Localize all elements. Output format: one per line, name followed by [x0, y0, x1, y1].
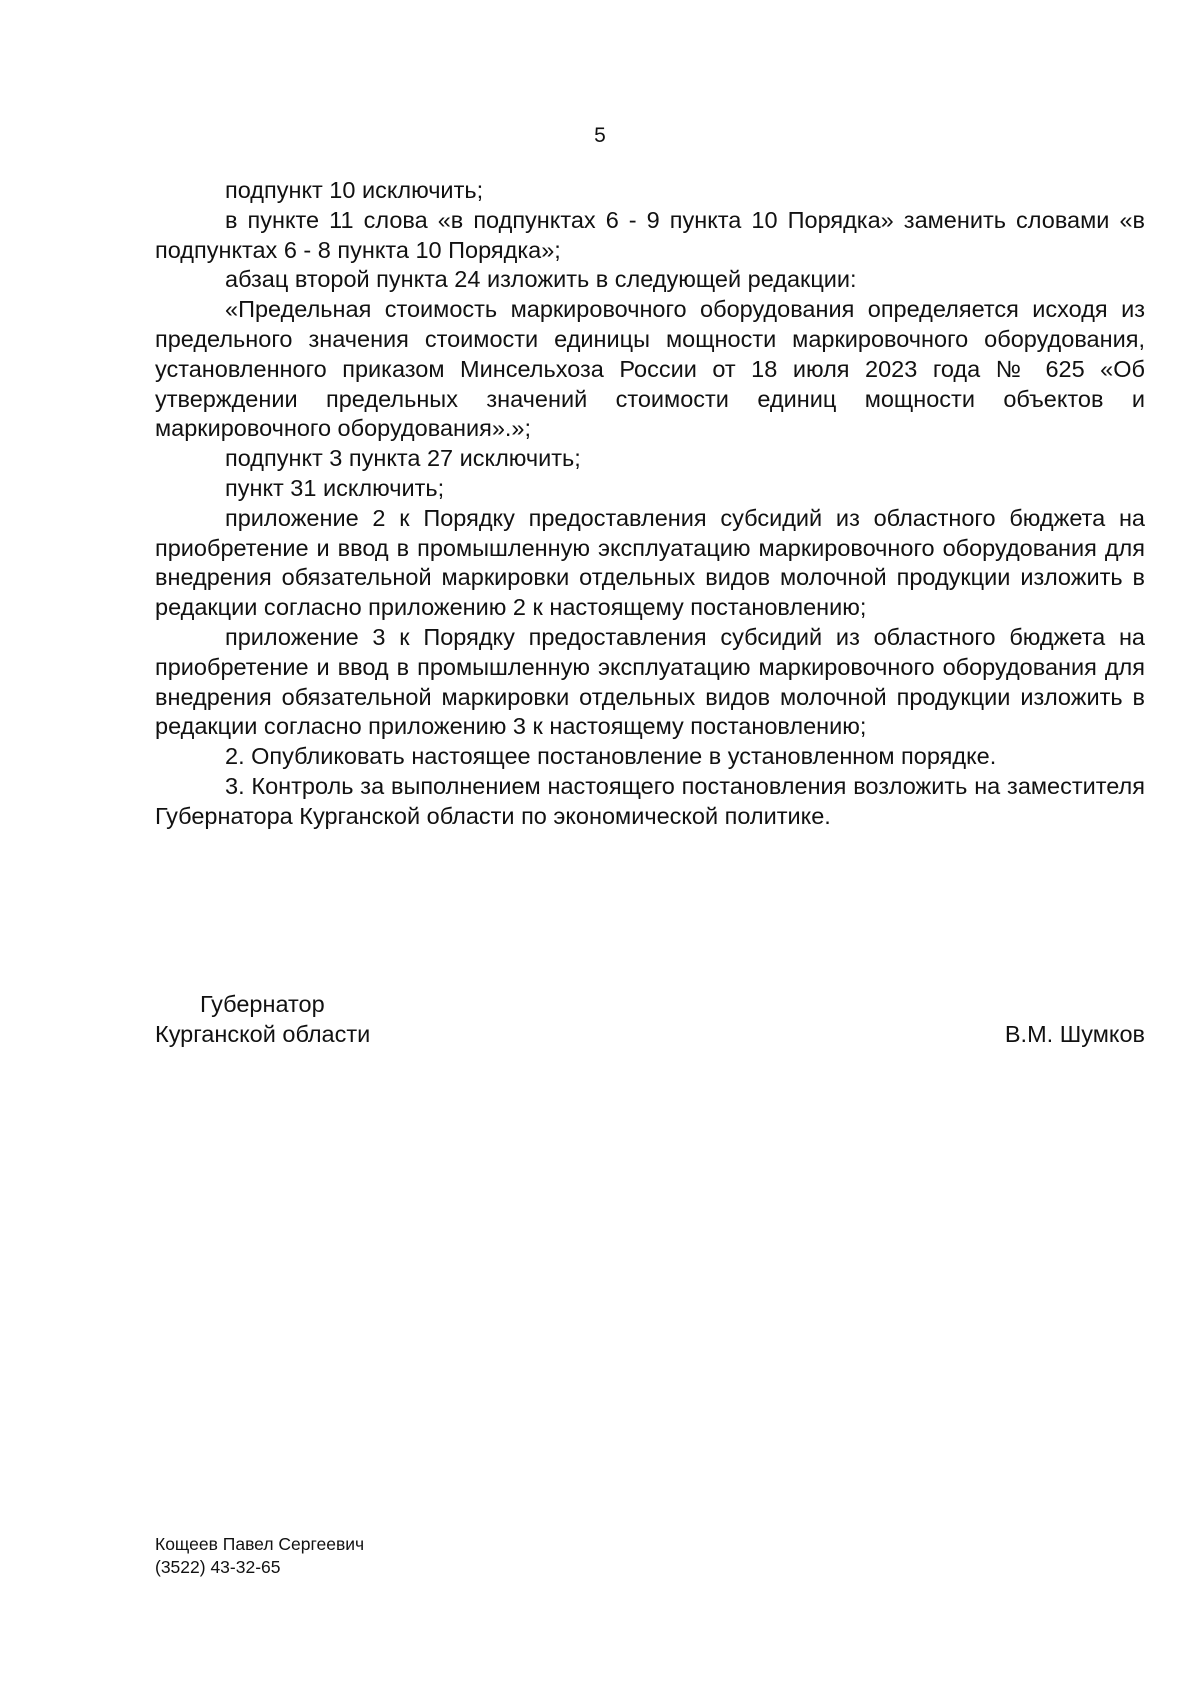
paragraph-subitem-10: подпункт 10 исключить;	[225, 177, 484, 203]
executor-info	[155, 1533, 364, 1579]
paragraph-appendix-3: приложение 3 к Порядку предоставления субсидий из областного бюджета на приобретение и ввод в промышленную эксплуатацию маркировочного оборудования для внедрения обязательной маркировки отдельных видов молочной продукции изложить в редакции согласно приложению 3 к настоящему постановлению;	[155, 623, 1145, 740]
paragraph-item-11: в пункте 11 слова «в подпунктах 6 - 9 пункта 10 Порядка» заменить словами «в подпунктах 6 - 8 пункта 10 Порядка»;	[155, 206, 1145, 263]
paragraph-clause-3: 3. Контроль за выполнением настоящего постановления возложить на заместителя Губернатора Курганской области по экономической политике.	[155, 772, 1145, 829]
document-body	[155, 176, 1145, 832]
signatory-title-line1: Губернатор	[200, 991, 325, 1017]
paragraph-item-24-text: «Предельная стоимость маркировочного оборудования определяется исходя из предельного значения стоимости единицы мощности маркировочного оборудования, установленного приказом Минсельхоза России от 18 июля 2023 года № 625 «Об утверждении предельных значений стоимости единиц мощности объектов и маркировочного оборудования».»;	[155, 296, 1145, 442]
paragraph-item-31: пункт 31 исключить;	[225, 474, 445, 501]
page-number: 5	[594, 124, 606, 147]
executor-name: Кощеев Павел Сергеевич	[155, 1534, 365, 1554]
paragraph-item-24-intro: абзац второй пункта 24 изложить в следующей редакции:	[225, 266, 857, 293]
executor-phone: (3522) 43-32-65	[155, 1557, 281, 1577]
paragraph-appendix-2: приложение 2 к Порядку предоставления субсидий из областного бюджета на приобретение и ввод в промышленную эксплуатацию маркировочного оборудования для внедрения обязательной маркировки отдельных видов молочной продукции изложить в редакции согласно приложению 2 к настоящему постановлению;	[155, 504, 1145, 621]
paragraph-item-27: подпункт 3 пункта 27 исключить;	[225, 445, 581, 472]
signatory-title-line2: Курганской области	[155, 1021, 371, 1047]
signatory-name: В.М. Шумков	[1004, 1021, 1145, 1047]
paragraph-clause-2: 2. Опубликовать настоящее постановление в установленном порядке.	[225, 743, 997, 770]
signature-block	[155, 990, 1145, 1060]
